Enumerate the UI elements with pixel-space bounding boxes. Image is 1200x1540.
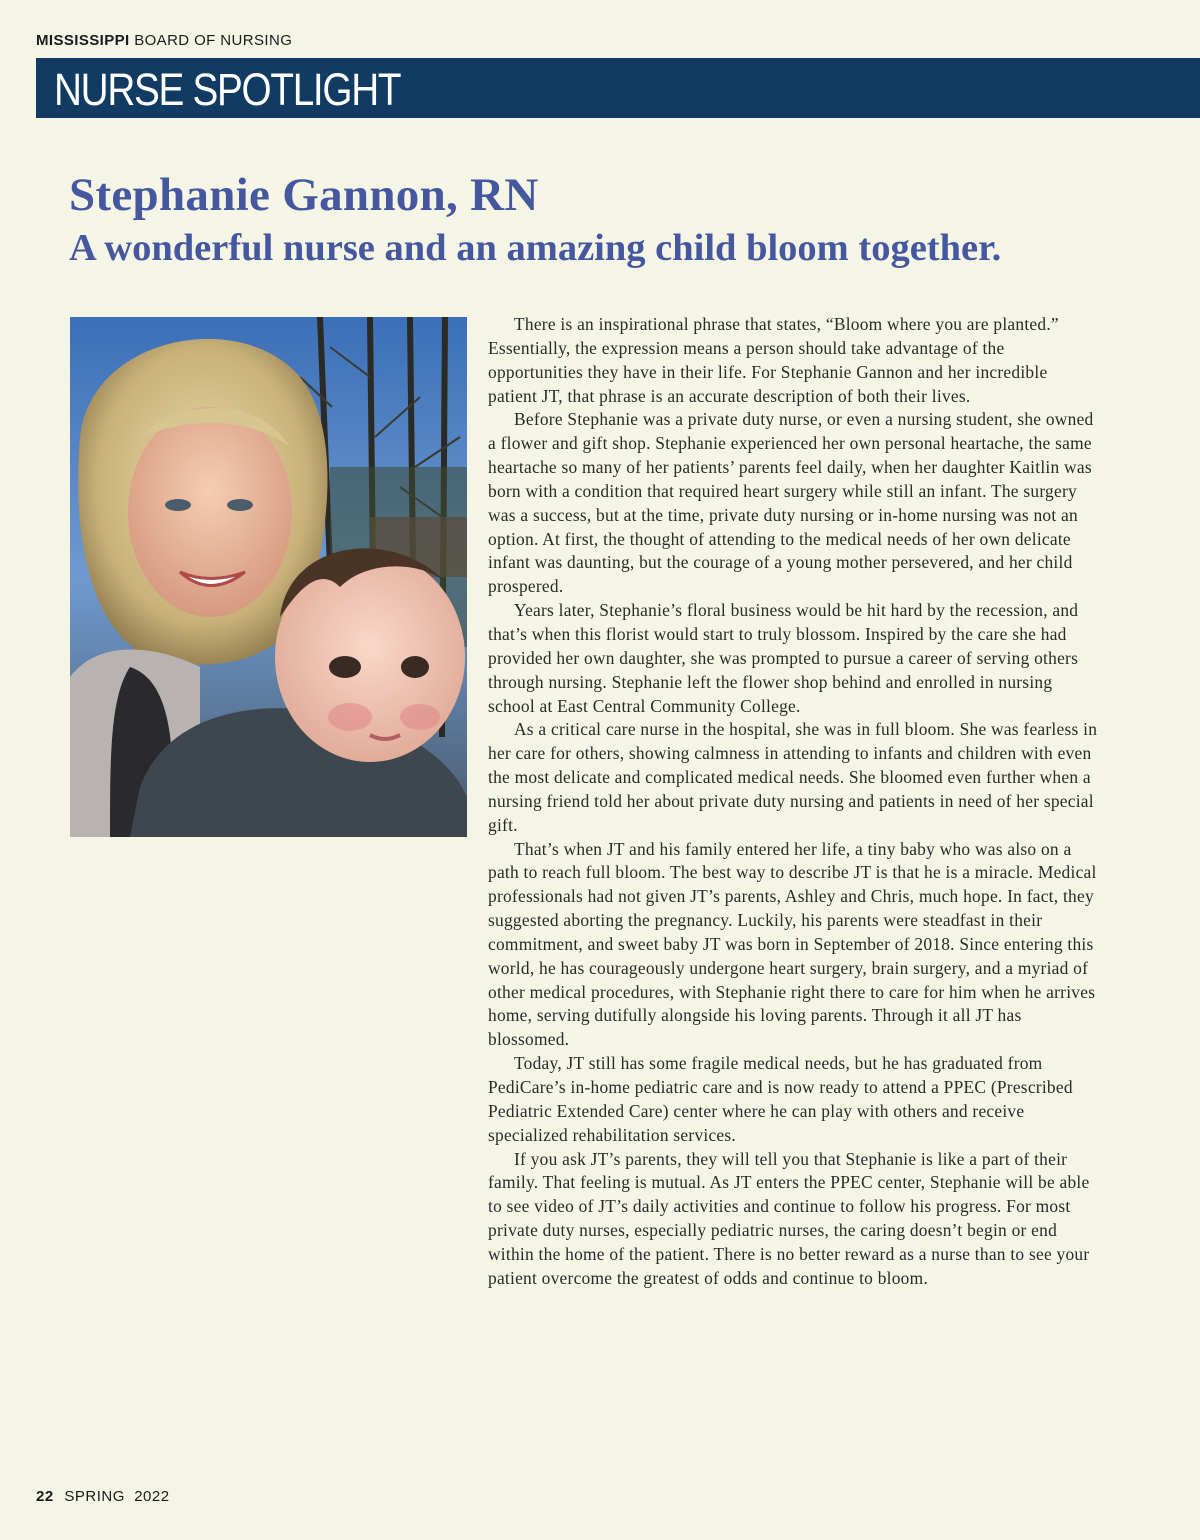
photo-illustration — [70, 317, 467, 837]
publication-state: MISSISSIPPI — [36, 32, 130, 49]
publication-header — [36, 32, 292, 49]
article-paragraph: There is an inspirational phrase that states, “Bloom where you are planted.” Essentially, the expression means a person should take advantage of the opportunities they have in their life. For Stephanie Gannon and her incredible patient JT, that phrase is an accurate description of both their lives. — [488, 314, 1059, 406]
article-title: Stephanie Gannon, RN — [69, 169, 539, 221]
issue-label: SPRING 2022 — [64, 1488, 170, 1505]
section-title: NURSE SPOTLIGHT — [54, 64, 401, 115]
article-paragraph: That’s when JT and his family entered her life, a tiny baby who was also on a path to reach full bloom. The best way to describe JT is that he is a miracle. Medical professionals had not given JT’s parents, Ashley and Chris, much hope. In fact, they suggested aborting the pregnancy. Luckily, his parents were steadfast in their commitment, and sweet baby JT was born in September of 2018. Since entering this world, he has courageously undergone heart surgery, brain surgery, and a myriad of other medical procedures, with Stephanie right there to care for him when he arrives home, serving dutifully alongside his loving parents. Through it all JT has blossomed. — [488, 838, 1097, 1050]
article-paragraph: Today, JT still has some fragile medical needs, but he has graduated from PediCare’s in-home pediatric care and is now ready to attend a PPEC (Prescribed Pediatric Extended Care) center where he can play with others and receive specialized rehabilitation services. — [488, 1053, 1073, 1145]
page-footer — [36, 1488, 170, 1505]
article-subtitle: A wonderful nurse and an amazing child bloom together. — [69, 227, 1002, 269]
article-photo — [70, 317, 467, 837]
article-paragraph: Years later, Stephanie’s floral business would be hit hard by the recession, and that’s when this florist would start to truly blossom. Inspired by the care she had provided her own daughter, she was prompted to pursue a career of serving others through nursing. Stephanie left the flower shop behind and enrolled in nursing school at East Central Community College. — [488, 600, 1079, 716]
article-paragraph: Before Stephanie was a private duty nurse, or even a nursing student, she owned a flower and gift shop. Stephanie experienced her own personal heartache, the same heartache so many of her patients’ parents feel daily, when her daughter Kaitlin was born with a condition that required heart surgery while still an infant. The surgery was a success, but at the time, private duty nursing or in-home nursing was not an option. At first, the thought of attending to the medical needs of her own delicate infant was daunting, but the courage of a young mother persevered, and her child prospered. — [488, 409, 1094, 597]
page-number: 22 — [36, 1488, 54, 1505]
article-body — [488, 313, 1098, 1291]
section-banner — [36, 58, 1200, 118]
article-paragraph: If you ask JT’s parents, they will tell you that Stephanie is like a part of their family. That feeling is mutual. As JT enters the PPEC center, Stephanie will be able to see video of JT’s daily activities and continue to follow his progress. For most private duty nurses, especially pediatric nurses, the caring doesn’t begin or end within the home of the patient. There is no better reward as a nurse than to see your patient overcome the greatest of odds and continue to bloom. — [488, 1148, 1090, 1288]
publication-board: BOARD OF NURSING — [134, 32, 293, 49]
article-paragraph: As a critical care nurse in the hospital, she was in full bloom. She was fearless in her care for others, showing calmness in attending to infants and children with even the most delicate and complicated medical needs. She bloomed even further when a nursing friend told her about private duty nursing and patients in need of her special gift. — [488, 719, 1098, 835]
